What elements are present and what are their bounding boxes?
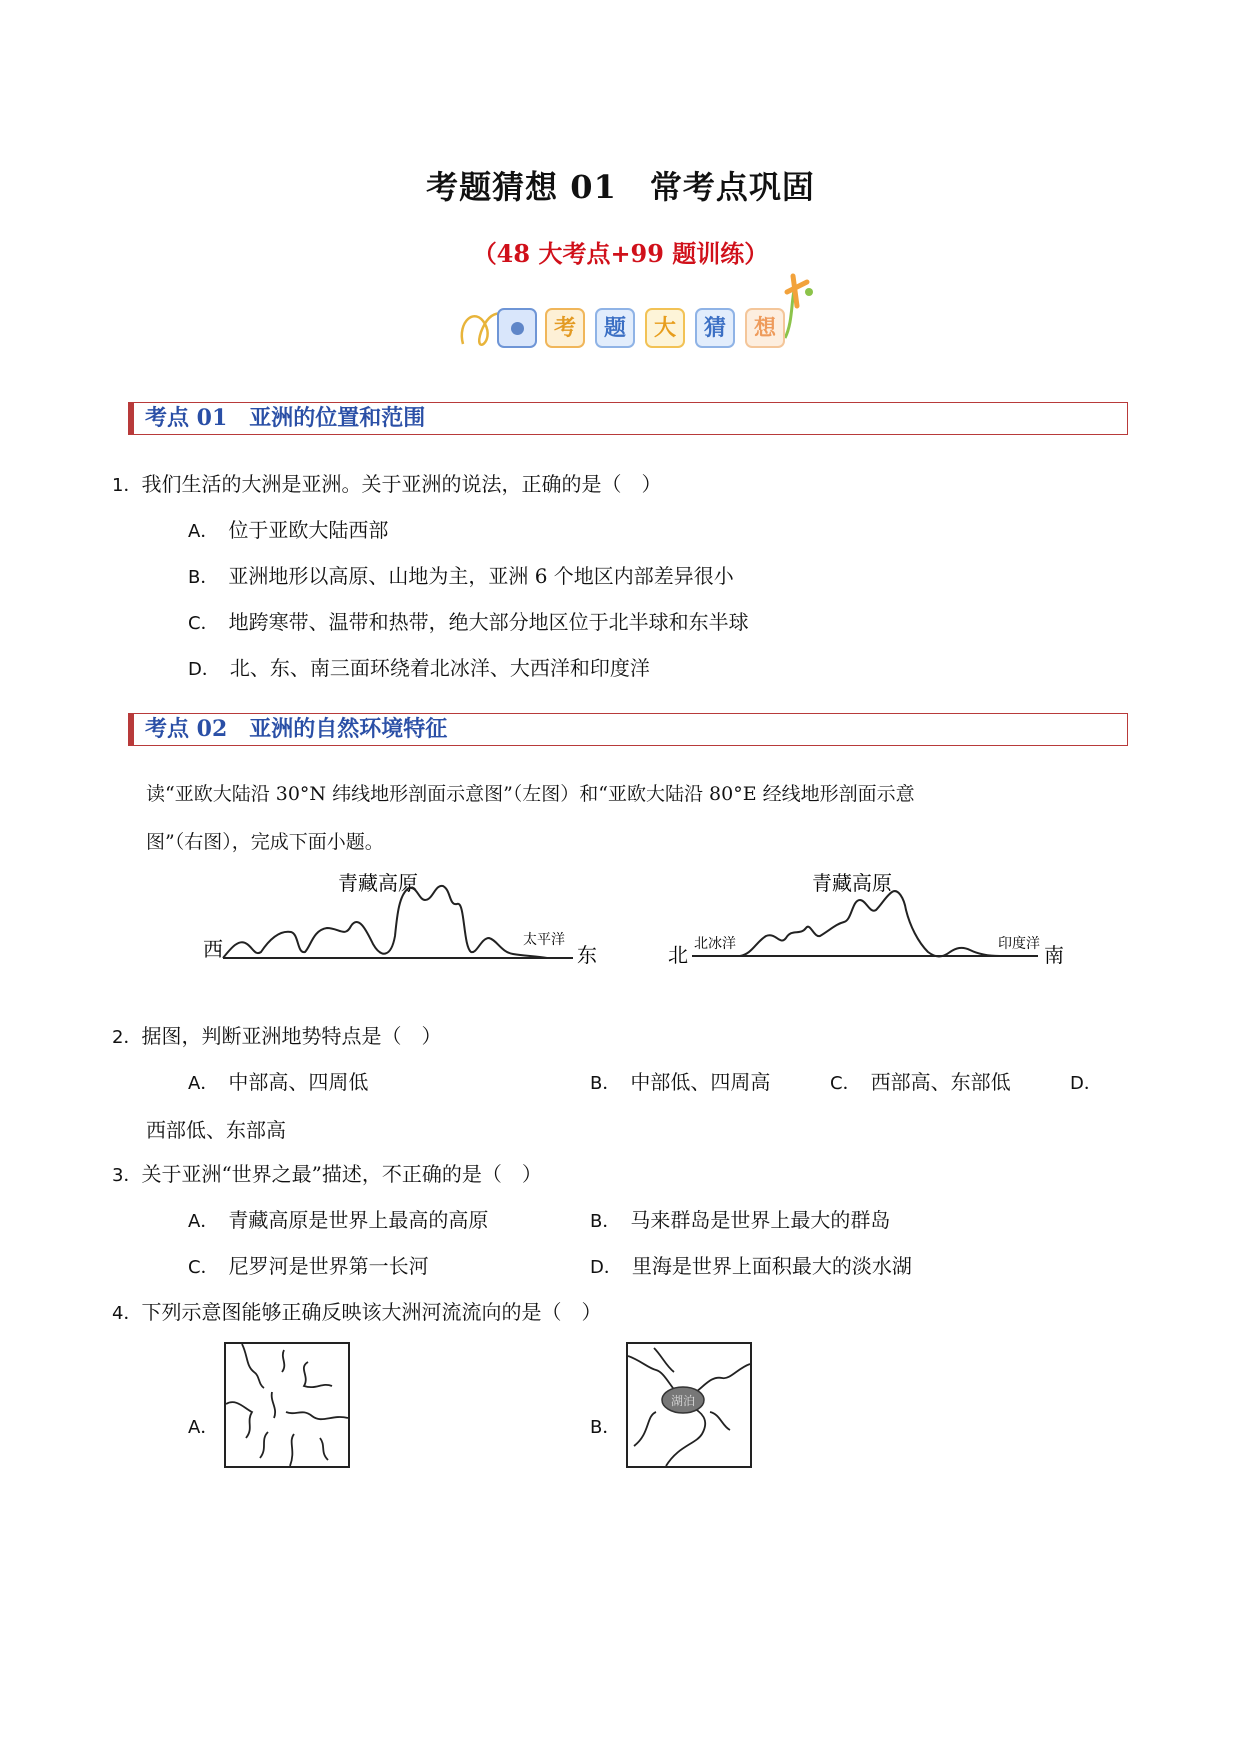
q4-map-b[interactable]	[626, 1342, 752, 1468]
profile-right-north: 北	[668, 943, 688, 967]
q2-option-b[interactable]: B． 中部低、四周高	[590, 1070, 771, 1094]
badge-1: 考	[545, 308, 585, 348]
question-text: 我们生活的大洲是亚洲。关于亚洲的说法，正确的是（ ）	[141, 472, 662, 496]
question-number: 1．	[112, 475, 142, 496]
profile-30n-diagram	[195, 866, 615, 976]
profile-right-peak-label: 青藏高原	[812, 871, 892, 895]
page-subtitle: （48 大考点+99 题训练）	[472, 239, 769, 268]
q4-option-a[interactable]: A．	[188, 1417, 219, 1438]
q2-option-c[interactable]: C． 西部高、东部低	[830, 1070, 1011, 1094]
q4-lake-label: 湖泊	[670, 1394, 696, 1408]
badge-3: 大	[645, 308, 685, 348]
profile-80e-diagram	[660, 866, 1080, 976]
q2-option-d-letter[interactable]: D．	[1070, 1073, 1102, 1094]
section-label: 考点 01 亚洲的位置和范围	[145, 405, 426, 431]
badge-dot	[497, 308, 537, 348]
question-3: 3．关于亚洲“世界之最”描述，不正确的是（ ）	[112, 1162, 542, 1186]
profile-left-ocean: 太平洋	[523, 932, 565, 948]
q3-option-a[interactable]: A． 青藏高原是世界上最高的高原	[188, 1208, 489, 1232]
q2-option-a[interactable]: A． 中部高、四周低	[188, 1070, 369, 1094]
intro-line-1: 读“亚欧大陆沿 30°N 纬线地形剖面示意图”（左图）和“亚欧大陆沿 80°E 经线地形剖面示意	[146, 783, 915, 805]
q1-option-b[interactable]: B． 亚洲地形以高原、山地为主，亚洲 6 个地区内部差异很小	[188, 564, 734, 588]
section-header-01	[128, 402, 1128, 435]
question-1	[112, 470, 661, 500]
q3-option-d[interactable]: D． 里海是世界上面积最大的淡水湖	[590, 1254, 912, 1278]
q1-option-d[interactable]: D． 北、东、南三面环绕着北冰洋、大西洋和印度洋	[188, 656, 650, 680]
profile-left-peak-label: 青藏高原	[338, 871, 418, 895]
q3-option-b[interactable]: B． 马来群岛是世界上最大的群岛	[590, 1208, 891, 1232]
question-text: 据图，判断亚洲地势特点是（ ）	[141, 1024, 442, 1048]
q1-option-a[interactable]: A． 位于亚欧大陆西部	[188, 518, 389, 542]
section-header-02	[128, 713, 1128, 746]
badge-2: 题	[595, 308, 635, 348]
profile-right-ocean-s: 印度洋	[998, 936, 1040, 952]
section-label: 考点 02 亚洲的自然环境特征	[145, 716, 448, 742]
question-text: 关于亚洲“世界之最”描述，不正确的是（ ）	[141, 1162, 542, 1186]
question-2: 2．据图，判断亚洲地势特点是（ ）	[112, 1024, 442, 1048]
q3-option-c[interactable]: C． 尼罗河是世界第一长河	[188, 1254, 429, 1278]
question-text: 下列示意图能够正确反映该大洲河流流向的是（ ）	[141, 1300, 602, 1324]
q4-option-b[interactable]: B．	[590, 1417, 621, 1438]
profile-left-east: 东	[577, 943, 597, 967]
q1-option-c[interactable]: C． 地跨寒带、温带和热带，绝大部分地区位于北半球和东半球	[188, 610, 749, 634]
profile-right-ocean-n: 北冰洋	[694, 936, 736, 952]
badge-5: 想	[745, 308, 785, 348]
profile-left-west: 西	[203, 937, 223, 961]
q4-map-a[interactable]	[224, 1342, 350, 1468]
q2-option-d-text[interactable]: 西部低、东部高	[146, 1118, 286, 1142]
question-4: 4．下列示意图能够正确反映该大洲河流流向的是（ ）	[112, 1300, 602, 1324]
page-title: 考题猜想 01 常考点巩固	[426, 168, 815, 206]
badge-4: 猜	[695, 308, 735, 348]
profile-right-south: 南	[1044, 943, 1064, 967]
intro-line-2: 图”（右图），完成下面小题。	[146, 831, 384, 853]
